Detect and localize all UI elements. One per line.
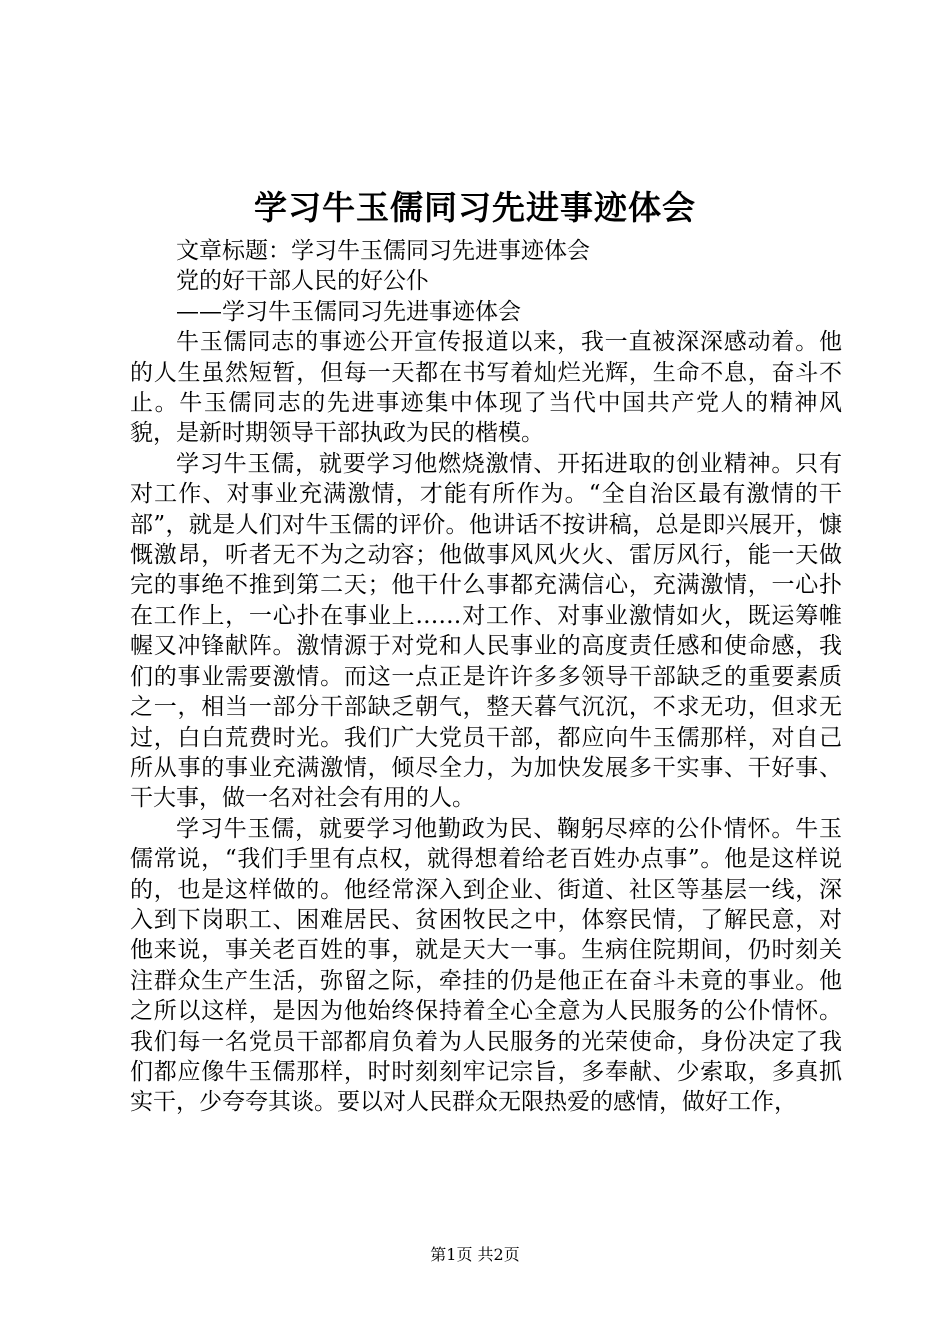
document-title: 学习牛玉儒同习先进事迹体会 xyxy=(254,188,696,227)
paragraph-intro: 牛玉儒同志的事迹公开宣传报道以来，我一直被深深感动着。他的人生虽然短暂，但每一天都在书写着灿烂光辉，生命不息，奋斗不止。牛玉儒同志的先进事迹集中体现了当代中国共产党人的精神风貌，是新时期领导干部执政为民的楷模。 xyxy=(130,329,842,447)
subtitle-line: 党的好干部人民的好公仆 xyxy=(176,268,429,295)
article-title-line: 文章标题：学习牛玉儒同习先进事迹体会 xyxy=(176,238,590,264)
paragraph-service: 学习牛玉儒，就要学习他勤政为民、鞠躬尽瘁的公仆情怀。牛玉儒常说，“我们手里有点权，就得想着给老百姓办点事”。他是这样说的，也是这样做的。他经常深入到企业、街道、社区等基层一线，深入到下岗职工、困难居民、贫困牧民之中，体察民情，了解民意，对他来说，事关老百姓的事，就是天大一事。生病住院期间，仍时刻关注群众生产生活，弥留之际，牵挂的仍是他正在奋斗未竟的事业。他之所以这样，是因为他始终保持着全心全意为人民服务的公仆情怀。我们每一名党员干部都肩负着为人民服务的光荣使命，身份决定了我们都应像牛玉儒那样，时时刻刻牢记宗旨，多奉献、少索取，多真抓实干，少夸夸其谈。要以对人民群众无限热爱的感情，做好工作， xyxy=(130,815,842,1116)
subtitle-dash-line: ——学习牛玉儒同习先进事迹体会 xyxy=(176,298,521,325)
paragraph-passion: 学习牛玉儒，就要学习他燃烧激情、开拓进取的创业精神。只有对工作、对事业充满激情，才能有所作为。“全自治区最有激情的干部”，就是人们对牛玉儒的评价。他讲话不按讲稿，总是即兴展开，慷慨激昂，听者无不为之动容；他做事风风火火、雷厉风行，能一天做完的事绝不推到第二天；他干什么事都充满信心，充满激情，一心扑在工作上，一心扑在事业上……对工作、对事业激情如火，既运筹帷幄又冲锋献阵。激情源于对党和人民事业的高度责任感和使命感，我们的事业需要激情。而这一点正是许许多多领导干部缺乏的重要素质之一，相当一部分干部缺乏朝气，整天暮气沉沉，不求无功，但求无过，白白荒费时光。我们广大党员干部，都应向牛玉儒那样，对自己所从事的事业充满激情，倾尽全力，为加快发展多干实事、干好事、干大事，做一名对社会有用的人。 xyxy=(130,450,842,812)
page-footer: 第1页 共2页 xyxy=(430,1245,520,1264)
document-body xyxy=(130,236,842,1118)
